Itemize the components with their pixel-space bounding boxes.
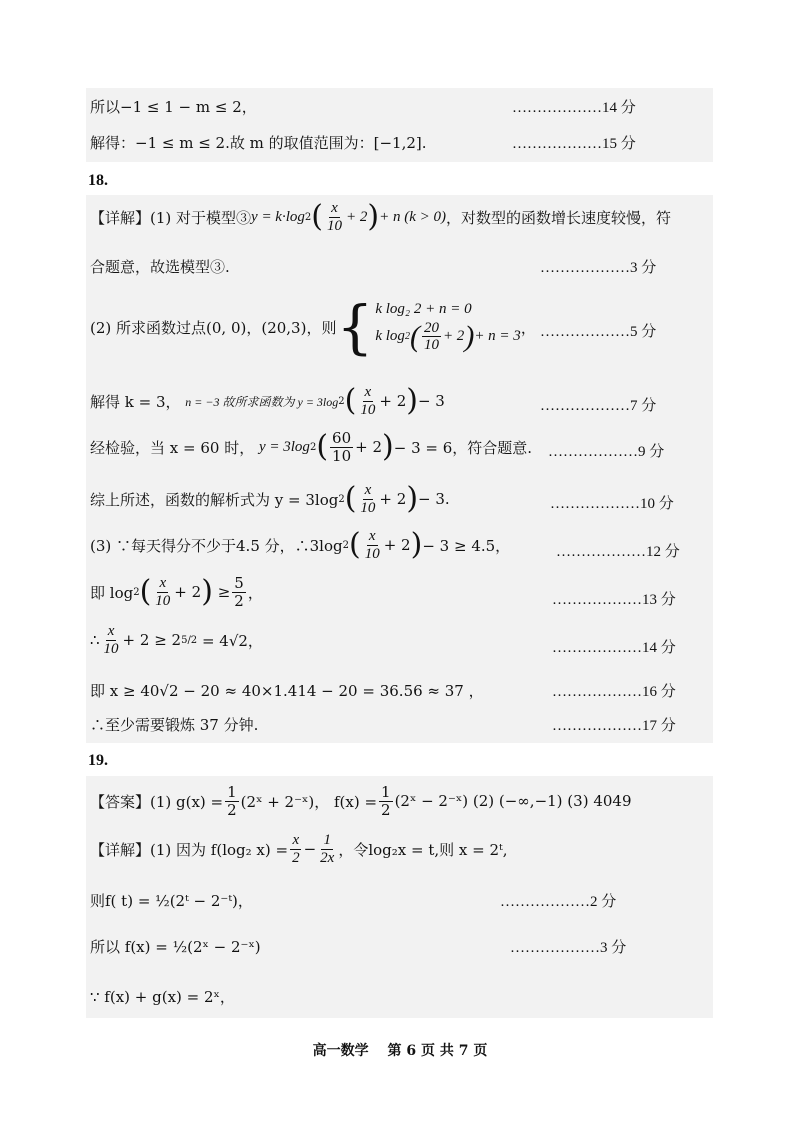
exponent: 5/2 — [181, 634, 198, 646]
paren: ( — [311, 199, 323, 234]
score: ………………14 分 — [552, 640, 676, 656]
text: = 4√2， — [201, 631, 263, 650]
denominator: 10 — [364, 545, 380, 562]
text: 解得 k = 3， — [90, 392, 181, 411]
equation-system — [336, 293, 521, 361]
score: ………………16 分 — [552, 684, 676, 700]
paren: ( — [409, 319, 420, 353]
q19-answer-line — [90, 784, 632, 818]
text: (3) ∵每天得分不少于4.5 分，∴3log — [90, 536, 343, 555]
paren: ( — [349, 527, 361, 562]
denominator: 2 — [292, 849, 300, 866]
numerator: x — [292, 832, 300, 848]
score: ………………2 分 — [500, 894, 617, 910]
paren: ) — [410, 527, 423, 562]
q19-detail-line — [90, 832, 507, 866]
denominator: 10 — [332, 446, 352, 465]
fraction — [225, 784, 239, 818]
text: + 2 — [379, 392, 407, 410]
text: − 3 ≥ 4.5， — [422, 536, 511, 555]
numerator: 60 — [332, 429, 352, 447]
score: ………………5 分 — [540, 324, 657, 340]
fraction — [379, 784, 393, 818]
text-line: ∴至少需要锻炼 37 分钟. — [90, 716, 259, 734]
text: 即 log — [90, 583, 134, 602]
denominator: 2 — [227, 800, 237, 819]
text-line: 解得：−1 ≤ m ≤ 2.故 m 的取值范围为：[−1,2]. — [90, 134, 427, 152]
text-line: 所以−1 ≤ 1 − m ≤ 2， — [90, 98, 257, 116]
q18-detail-line — [90, 200, 671, 234]
text: − — [303, 840, 317, 858]
text: + 2 — [174, 583, 202, 601]
score: ………………9 分 — [548, 444, 665, 460]
log-base: 2 — [304, 211, 312, 223]
score: ………………14 分 — [512, 100, 636, 116]
denominator: 10 — [360, 401, 376, 418]
row2-mid: + 2 — [442, 328, 465, 344]
paren: ) — [406, 481, 419, 516]
text: ∴ — [90, 631, 100, 649]
question-number: 19. — [88, 752, 108, 769]
text: − 3 — [417, 392, 445, 410]
fraction — [318, 832, 336, 866]
detail-prefix: 【详解】(1) 对于模型③ — [90, 208, 252, 227]
fraction — [422, 320, 441, 354]
denominator: 10 — [155, 592, 171, 609]
text-line: 则f( t) = ½(2ᵗ − 2⁻ᵗ)， — [90, 892, 253, 910]
q18-band — [86, 195, 713, 743]
comma: ， — [520, 318, 536, 337]
q18-line12: (3) ∵每天得分不少于4.5 分，∴3log 2 ( $\frac{x}{10}$ + 2 ) − 3 ≥ 4.5， — [90, 527, 511, 562]
denominator: 10 — [103, 640, 119, 657]
paren: ) — [382, 429, 394, 464]
paren: ( — [139, 574, 152, 609]
numerator: 1 — [323, 832, 331, 848]
fraction — [102, 623, 121, 657]
system-row-1: k log₂ 2 + n = 0 — [375, 300, 472, 317]
q18-part2-line — [90, 293, 536, 361]
fraction — [290, 832, 302, 866]
fraction — [325, 200, 344, 234]
text: 综上所述，函数的解析式为 y = 3log — [90, 490, 339, 509]
paren: ( — [344, 481, 357, 516]
text: (2ˣ − 2⁻ˣ) (2) (−∞,−1) (3) 4049 — [394, 792, 632, 810]
row2-right: + n = 3 — [474, 328, 521, 344]
score: ………………13 分 — [552, 592, 676, 608]
text: − 3 = 6，符合题意. — [393, 438, 533, 457]
denominator: 2x — [320, 849, 335, 866]
text: 经检验，当 x = 60 时， — [90, 438, 255, 457]
fraction — [330, 430, 353, 464]
score: ………………17 分 — [552, 718, 676, 734]
numerator: 20 — [423, 319, 439, 336]
denominator: 10 — [360, 499, 376, 516]
text: + 2 — [355, 438, 383, 456]
text: + 2 — [383, 536, 411, 554]
q18-line9: 经检验，当 x = 60 时， y = 3log 2 ( $\frac{60}{10}$ + 2 ) − 3 = 6，符合题意. — [90, 429, 533, 465]
fraction — [153, 575, 172, 609]
paren: ) — [464, 319, 475, 353]
paren: ( — [316, 429, 329, 464]
numerator: x — [368, 528, 376, 544]
numerator: x — [364, 482, 372, 498]
numerator: x — [159, 575, 167, 591]
score: ………………7 分 — [540, 398, 657, 414]
fraction — [232, 575, 246, 609]
text: 【答案】(1) g(x) = — [90, 792, 224, 811]
denominator: 10 — [423, 337, 439, 353]
text: ，令log₂x = t,则 x = 2ᵗ, — [338, 840, 508, 859]
fraction — [363, 528, 382, 562]
question-number: 18. — [88, 172, 108, 189]
score: ………………10 分 — [550, 496, 674, 512]
detail-suffix: ，对数型的函数增长速度较慢，符 — [445, 208, 671, 227]
text-line: 合题意，故选模型③. — [90, 258, 230, 276]
formula-part: + 2 — [345, 208, 368, 225]
paren: ( — [344, 383, 357, 418]
text: ≥ — [217, 583, 231, 601]
text: 【详解】(1) 因为 f(log₂ x) = — [90, 840, 289, 859]
q18-line13: 即 log 2 ( $\frac{x}{10}$ + 2 ) ≥ $\frac{5}{2}$ ， — [90, 574, 263, 610]
text: + 2 — [379, 490, 407, 508]
numerator: x — [107, 623, 115, 639]
numerator: 1 — [381, 783, 391, 801]
score: ………………12 分 — [556, 544, 680, 560]
score: ………………3 分 — [510, 940, 627, 956]
system-row-2: k log 2 ( $\frac{20}{10}$ + 2 ) + n = 3 — [375, 319, 521, 353]
text: − 3. — [418, 490, 450, 508]
text-line: 即 x ≥ 40√2 − 20 ≈ 40×1.414 − 20 = 36.56 ≈ 37 ， — [90, 682, 484, 700]
part2-prefix: (2) 所求函数过点(0, 0)，(20,3)，则 — [90, 318, 337, 337]
paren: ) — [406, 383, 418, 418]
text: y = 3log — [258, 438, 310, 455]
numerator: 5 — [234, 574, 244, 592]
denominator: 2 — [381, 800, 391, 819]
formula-tail: + n (k > 0) — [379, 208, 446, 225]
text: n = −3 故所求函数为 y = 3log — [185, 394, 339, 409]
q18-line14 — [90, 623, 263, 657]
score: ………………3 分 — [540, 260, 657, 276]
numerator: 1 — [227, 783, 237, 801]
q18-line7: 解得 k = 3， n = −3 故所求函数为 y = 3log 2 ( $\frac{x}{10}$ + 2 ) − 3 — [90, 383, 445, 418]
text: + 2 ≥ 2 — [122, 631, 182, 649]
brace-icon: { — [336, 293, 374, 361]
fraction — [358, 482, 377, 516]
numerator: x — [364, 384, 372, 400]
page-footer: 高一数学 第 6 页 共 7 页 — [312, 1043, 488, 1059]
text-line: ∵ f(x) + g(x) = 2ˣ， — [90, 988, 235, 1006]
fraction — [358, 384, 377, 418]
score: ………………15 分 — [512, 136, 636, 152]
denominator: 2 — [234, 591, 244, 610]
text: (2ˣ + 2⁻ˣ)， f(x) = — [240, 792, 378, 811]
row2-left: k log — [375, 328, 405, 344]
paren: ) — [367, 199, 380, 234]
numerator: x — [331, 200, 338, 216]
paren: ) — [201, 574, 213, 609]
q18-line10: 综上所述，函数的解析式为 y = 3log 2 ( $\frac{x}{10}$ + 2 ) − 3. — [90, 481, 450, 516]
text: ， — [247, 583, 263, 602]
text-line: 所以 f(x) = ½(2ˣ − 2⁻ˣ) — [90, 938, 261, 956]
denominator: 10 — [326, 217, 342, 234]
formula-left: y = k·log — [251, 208, 305, 225]
